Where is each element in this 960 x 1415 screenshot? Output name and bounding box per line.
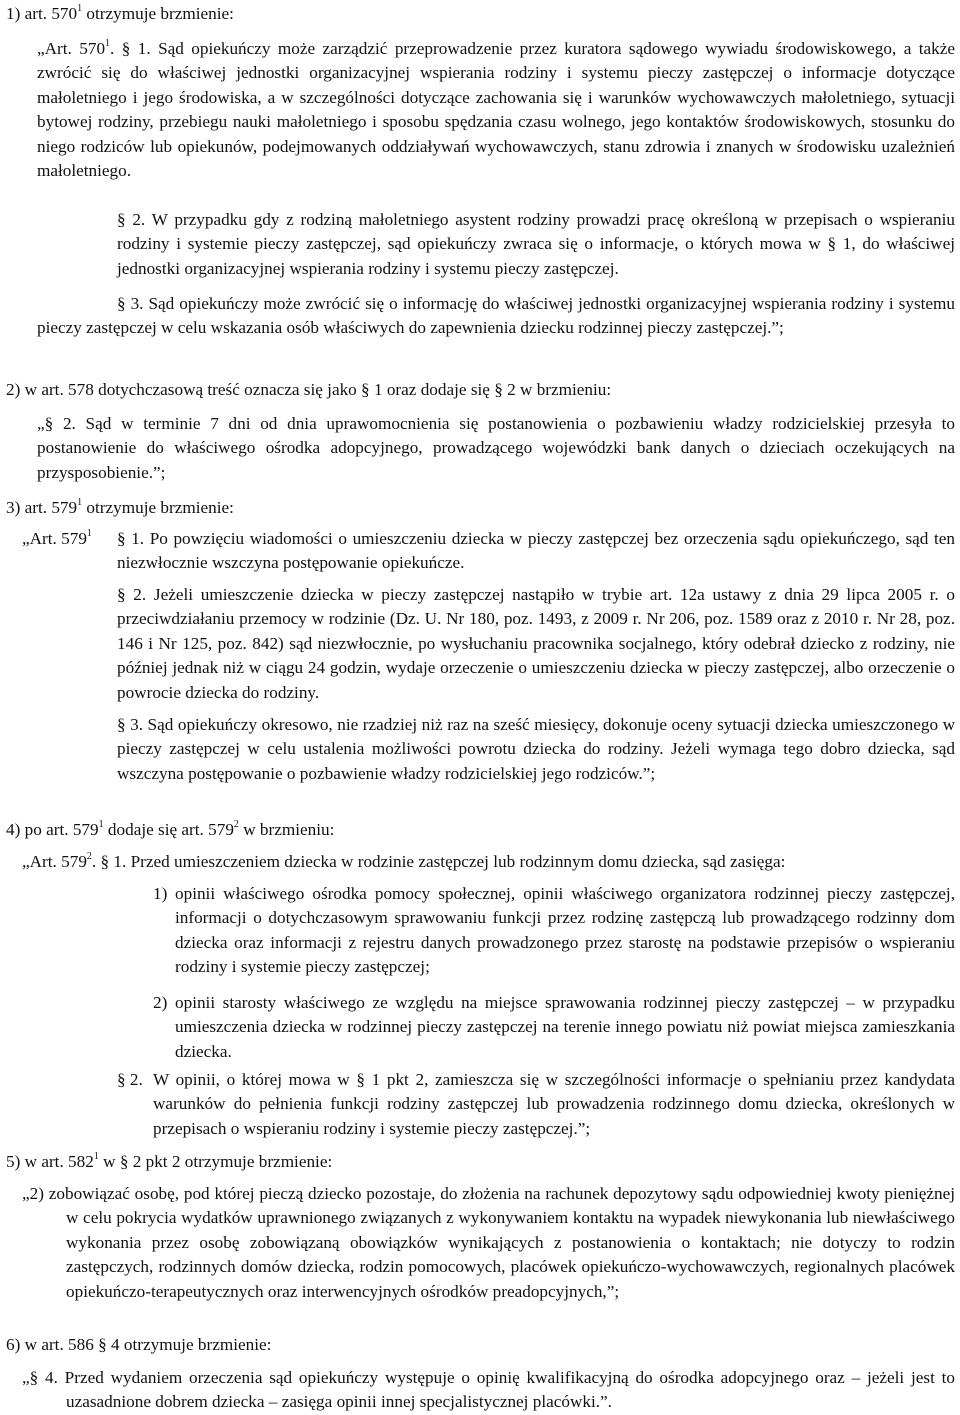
art-579-1-par-2: § 2. Jeżeli umieszczenie dziecka w pieczy zastępczej nastąpiło w trybie art. 12a ustawy z dnia 29 lipca 2005 r. o przeciwdziałaniu przemocy w rodzinie (Dz. U. Nr 180, poz. 1493, z 2009 r. Nr 206, poz. 1589 oraz z 2010 r. Nr 28, poz. 146 i Nr 125, poz. 842) sąd niezwłocznie, po wysłuchaniu pracownika socjalnego, który odebrał dziecko z rodziny, nie później jednak niż w ciągu 24 godzin, wydaje orzeczenie o umieszczeniu dziecka w pieczy zastępczej, albo orzeczenie o powrocie dziecka do rodziny. [117,585,955,702]
item-6-heading: 6) w art. 586 § 4 otrzymuje brzmienie: [6,1335,272,1354]
art-570-1-par-1: „Art. $570^1$. § 1. Sąd opiekuńczy może zarządzić przeprowadzenie przez kuratora sądowego wywiadu środowiskowego, a także zwrócić się do właściwej jednostki organizacyjnej wspierania rodziny i systemu pieczy zastępczej o informacje dotyczące małoletniego i jego środowiska, a w szczególności dotyczące zachowania się i warunków wychowawczych małoletniego, sytuacji bytowej rodziny, przebiegu nauki małoletniego i sposobu spędzania czasu wolnego, jego kontaktów środowiskowych, stosunku do niego rodziców lub opiekunów, podejmowanych oddziaływań wychowawczych, stanu zdrowia i znanych w środowisku uzależnień małoletniego. [37,38,955,181]
item-4-heading: 4) po art. $579^1$ dodaje się art. $579^2$ w brzmieniu: [6,819,335,839]
item-1-heading: 1) art. $570^1$ otrzymuje brzmienie: [6,3,234,23]
art-579-1-lead: „Art. $579^1$ [22,528,92,548]
item-3-heading: 3) art. $579^1$ otrzymuje brzmienie: [6,497,234,517]
item-2-heading: 2) w art. 578 dotychczasową treść oznacza się jako § 1 oraz dodaje się § 2 w brzmieniu: [6,380,612,399]
art-579-2-par-2-num: § 2. [117,1070,143,1089]
art-579-2-point-2: opinii starosty właściwego ze względu na miejsce sprawowania rodzinnej pieczy zastępczej – w przypadku umieszczenia dziecka w rodzinnej pieczy zastępczej na terenie innego powiatu niż powiat miejsca zamieszkania dziecka. [175,993,955,1061]
art-570-1-par-2: § 2. W przypadku gdy z rodziną małoletniego asystent rodziny prowadzi pracę określoną w przepisach o wspieraniu rodziny i systemie pieczy zastępczej, sąd opiekuńczy zwraca się o informacje, o których mowa w § 1, do właściwej jednostki organizacyjnej wspierania rodziny i systemu pieczy zastępczej. [117,210,955,278]
art-586-par-4: „§ 4. Przed wydaniem orzeczenia sąd opiekuńczy występuje o opinię kwalifikacyjną do ośrodka adopcyjnego oraz – jeżeli jest to uzasadnione dobrem dziecka – zasięga opinii innej specjalistycznej placówki.”. [22,1368,955,1412]
art-579-2-par-2: W opinii, o której mowa w § 1 pkt 2, zamieszcza się w szczególności informacje o spełnianiu przez kandydata warunków do pełnienia funkcji rodziny zastępczej lub prowadzenia rodzinnego domu dziecka, określonych w przepisach o wspieraniu rodziny i systemie pieczy zastępczej.”; [153,1070,955,1138]
art-579-2-point-2-num: 2) [153,993,168,1012]
art-578-par-2: „§ 2. Sąd w terminie 7 dni od dnia uprawomocnienia się postanowienia o pozbawieniu władzy rodzicielskiej przesyła to postanowienie do właściwego ośrodka adopcyjnego, prowadzącego wojewódzki bank danych o dzieciach oczekujących na przysposobienie.”; [37,414,955,482]
art-579-2-point-1: opinii właściwego ośrodka pomocy społecznej, opinii właściwego organizatora rodzinnej pieczy zastępczej, informacji o dotychczasowym sprawowaniu funkcji przez rodzinę zastępczą lub prowadzącego rodzinny dom dziecka oraz informacji z rejestru danych prowadzonego przez starostę na podstawie przepisów o wspieraniu rodziny i systemie pieczy zastępczej; [175,884,955,977]
art-582-1-par-2-pkt-2: „2) zobowiązać osobę, pod której pieczą dziecko pozostaje, do złożenia na rachunek depozytowy sądu odpowiedniej kwoty pieniężnej w celu pokrycia wydatków uprawnionego związanych z wykonywaniem kontaktu na wypadek niewykonania lub niewłaściwego wykonania przez osobę zobowiązaną obowiązków wynikających z postanowienia o kontaktach; nie dotyczy to rodzin zastępczych, rodzinnych domów dziecka, rodzin pomocowych, placówek opiekuńczo-wychowawczych, regionalnych placówek opiekuńczo-terapeutycznych oraz interwencyjnych ośrodków preadopcyjnych,”; [22,1184,955,1301]
art-570-1-par-3: § 3. Sąd opiekuńczy może zwrócić się o informację do właściwej jednostki organizacyjnej wspierania rodziny i systemu pieczy zastępczej w celu wskazania osób właściwych do zapewnienia dziecku rodzinnej pieczy zastępczej.”; [37,294,955,338]
art-579-2-point-1-num: 1) [153,884,168,903]
art-579-1-par-3: § 3. Sąd opiekuńczy okresowo, nie rzadziej niż raz na sześć miesięcy, dokonuje oceny sytuacji dziecka umieszczonego w pieczy zastępczej w celu ustalenia możliwości powrotu dziecka do rodziny. Jeżeli wymaga tego dobro dziecka, sąd wszczyna postępowanie o pozbawienie władzy rodzicielskiej jego rodziców.”; [117,715,955,783]
art-579-2-par-1: „Art. $579^2$. § 1. Przed umieszczeniem dziecka w rodzinie zastępczej lub rodzinnym domu dziecka, sąd zasięga: [22,851,786,871]
item-5-heading: 5) w art. $582^1$ w § 2 pkt 2 otrzymuje brzmienie: [6,1151,333,1171]
art-579-1-par-1: § 1. Po powzięciu wiadomości o umieszczeniu dziecka w pieczy zastępczej bez orzeczenia sądu opiekuńczego, sąd ten niezwłocznie wszczyna postępowanie opiekuńcze. [117,529,955,573]
